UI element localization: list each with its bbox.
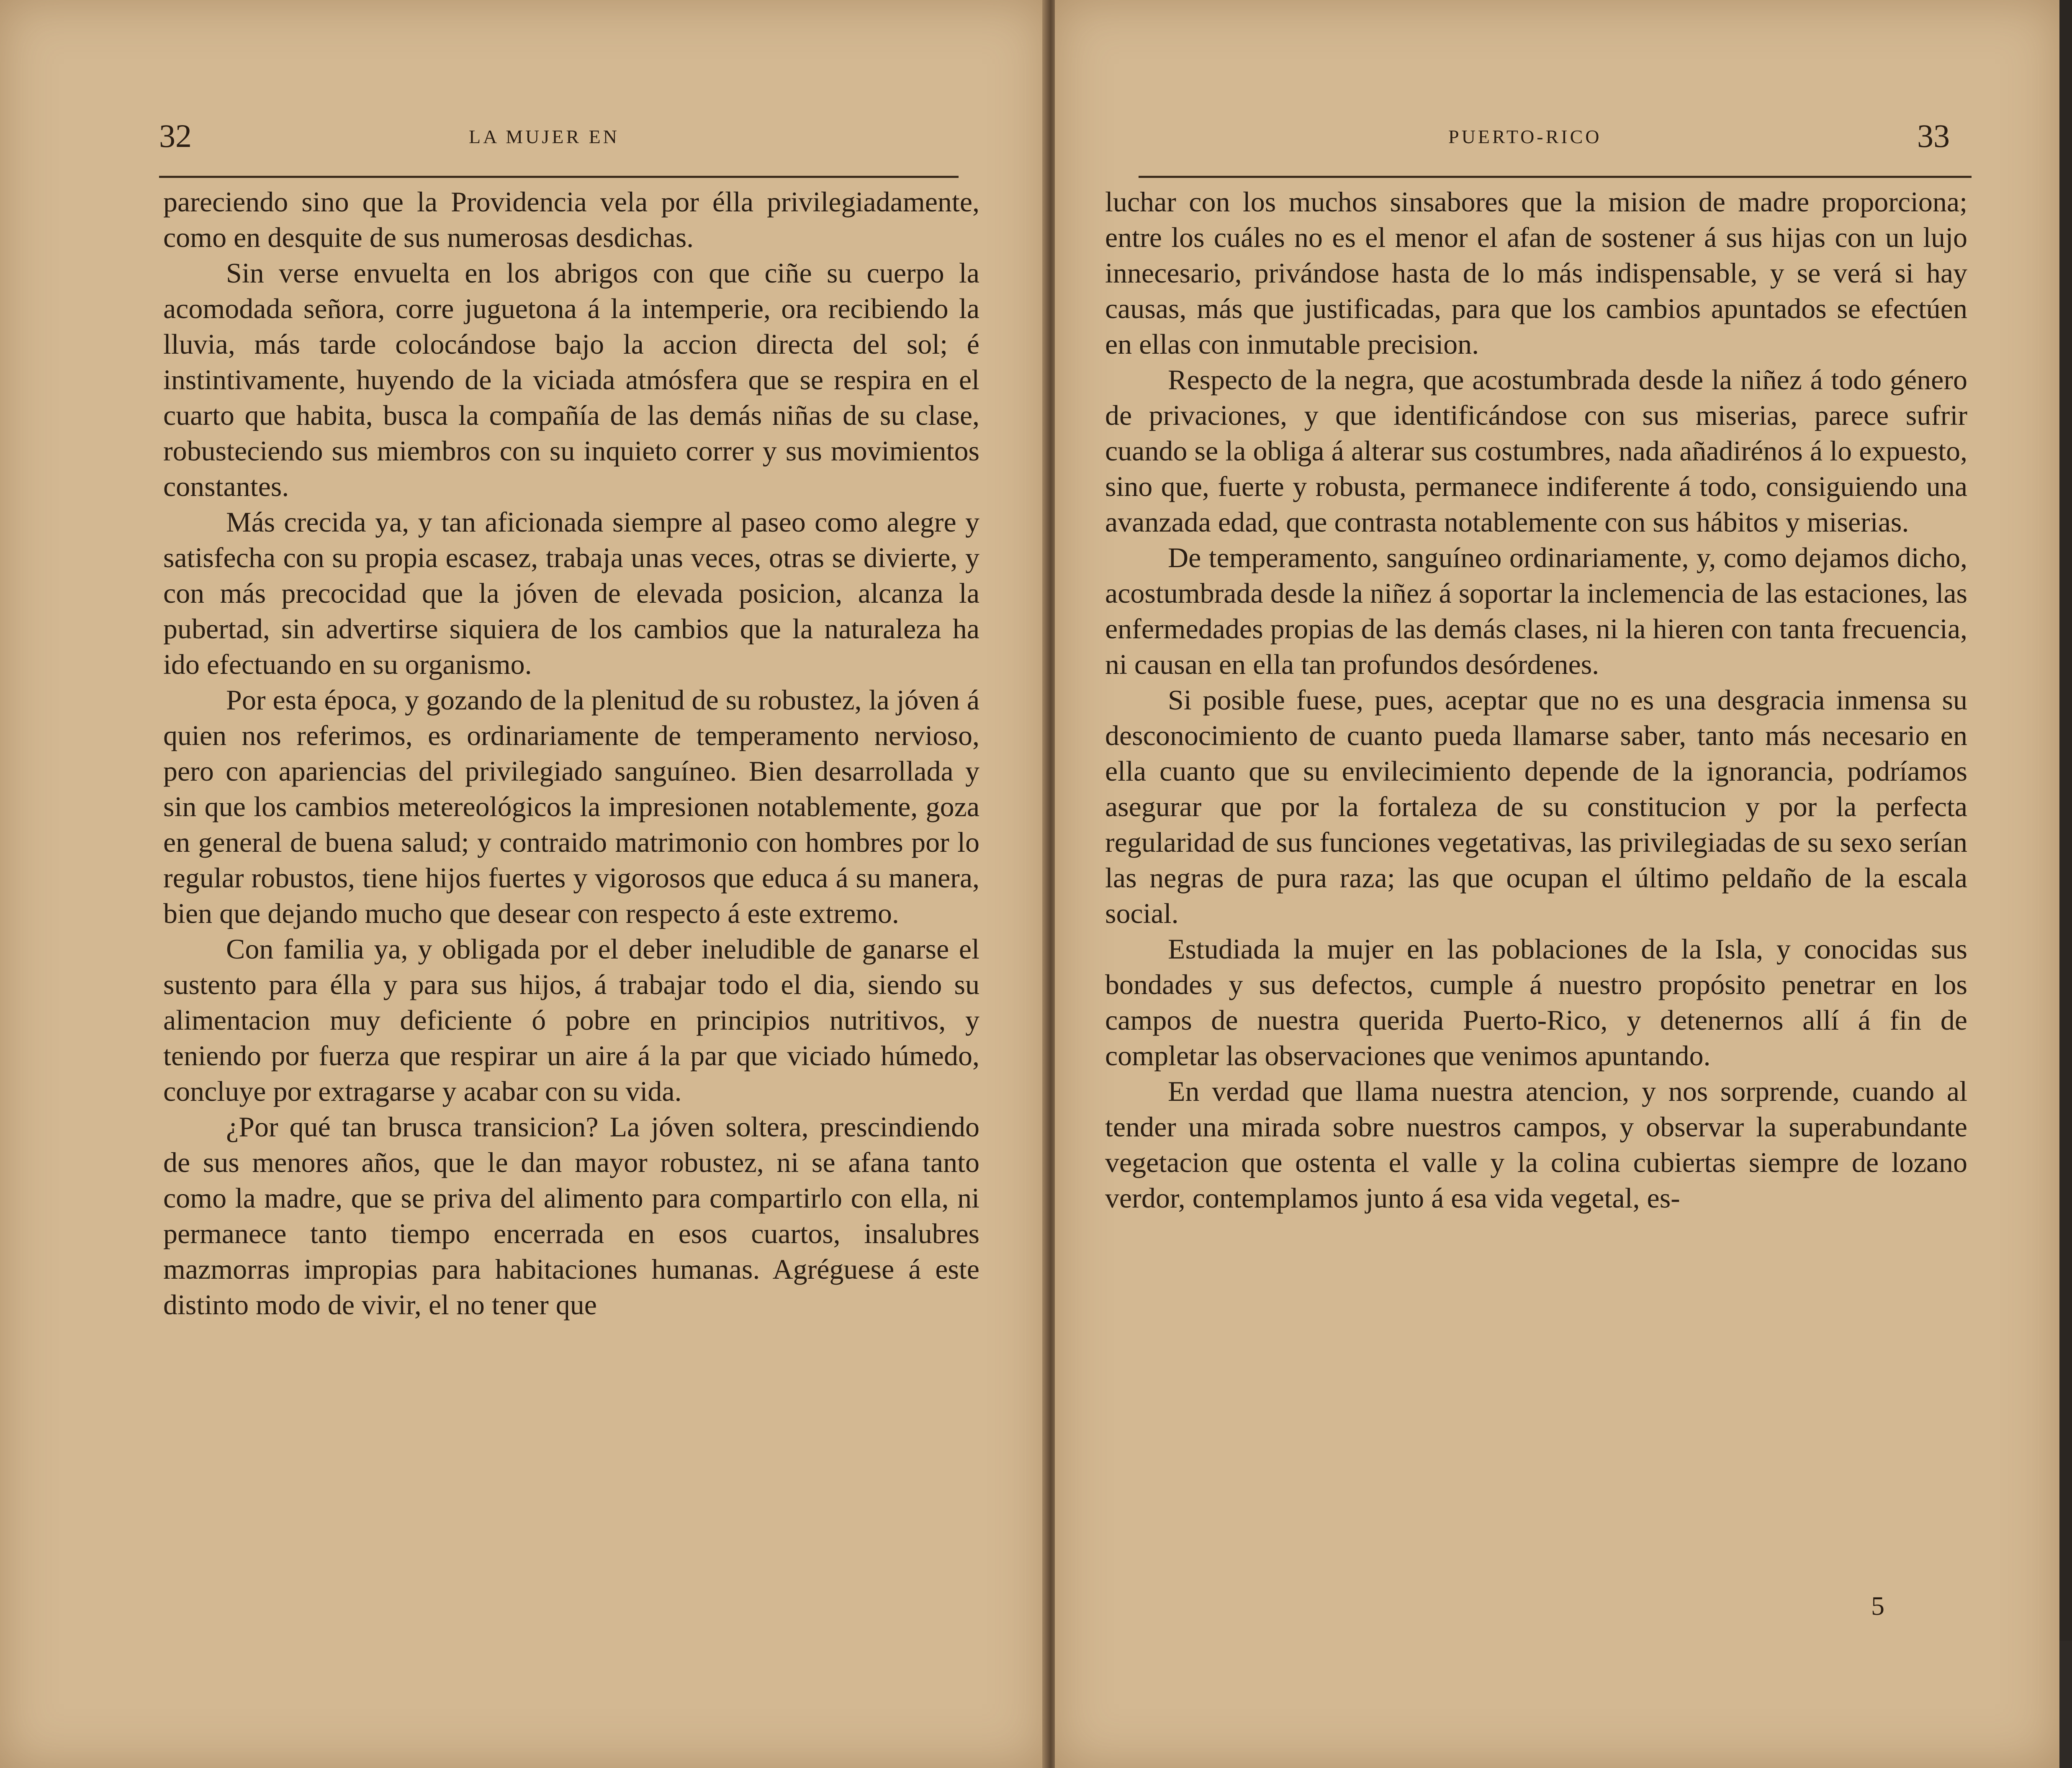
body-text [1105, 184, 1967, 1216]
paragraph: ¿Por qué tan brusca transicion? La jóven soltera, prescindiendo de sus menores años, que le dan mayor robustez, ni se afana tanto como la madre, que se priva del alimento para compartirlo con ella, ni permanece tanto tiempo encerrada en esos cuartos, insalubres mazmorras impropias para habitaciones humanas. Agréguese á este distinto modo de vivir, el no tener que [163, 1111, 979, 1321]
right-page [1055, 0, 2059, 1768]
paragraph: En verdad que llama nuestra atencion, y nos sorprende, cuando al tender una mirada sobre nuestros campos, y observar la superabundante vegetacion que ostenta el valle y la colina cubiertas siempre de lozano verdor, contemplamos junto á esa vida vegetal, es- [1105, 1075, 1967, 1214]
paragraph: luchar con los muchos sinsabores que la mision de madre proporciona; entre los cuáles no es el menor el afan de sostener á sus hijas con un lujo innecesario, privándose hasta de lo más indispensable, y se verá si hay causas, más que justificadas, para que los cambios apuntados se efectúen en ellas con inmutable precision. [1105, 186, 1967, 360]
header-rule [159, 176, 959, 178]
body-text [163, 184, 979, 1323]
paragraph: Más crecida ya, y tan aficionada siempre al paseo como alegre y satisfecha con su propia escasez, trabaja unas veces, otras se divierte, y con más precocidad que la jóven de elevada posicion, alcanza la pubertad, sin advertirse siquiera de los cambios que la naturaleza ha ido efectuando en su organismo. [163, 506, 979, 680]
paragraph: De temperamento, sanguíneo ordinariamente, y, como dejamos dicho, acostumbrada desde la niñez á soportar la inclemencia de las estaciones, las enfermedades propias de las demás clases, ni la hieren con tanta frecuencia, ni causan en ella tan profundos desórdenes. [1105, 542, 1967, 680]
page-number: 32 [159, 118, 192, 154]
header-rule [1139, 176, 1972, 178]
paragraph: Con familia ya, y obligada por el deber ineludible de ganarse el sustento para élla y para sus hijos, á trabajar todo el dia, siendo su alimentacion muy deficiente ó pobre en principios nutritivos, y teniendo por fuerza que respirar un aire á la par que viciado húmedo, concluye por extragarse y acabar con su vida. [163, 933, 979, 1107]
paragraph: Por esta época, y gozando de la plenitud de su robustez, la jóven á quien nos referimos, es ordinariamente de temperamento nervioso, pero con apariencias del privilegiado sanguíneo. Bien desarrollada y sin que los cambios metereológicos la impresionen notablemente, goza en general de buena salud; y contraido matrimonio con hombres por lo regular robustos, tiene hijos fuertes y vigorosos que educa á su manera, bien que dejando mucho que desear con respecto á este extremo. [163, 684, 979, 929]
paragraph: Sin verse envuelta en los abrigos con que ciñe su cuerpo la acomodada señora, corre juguetona á la intemperie, ora recibiendo la lluvia, más tarde colocándose bajo la accion directa del sol; é instintivamente, huyendo de la viciada atmósfera que se respira en el cuarto que habita, busca la compañía de las demás niñas de su clase, robusteciendo sus miembros con su inquieto correr y sus movimientos constantes. [163, 257, 979, 502]
paragraph: Si posible fuese, pues, aceptar que no es una desgracia inmensa su desconocimiento de cuanto pueda llamarse saber, tanto más necesario en ella cuanto que su envilecimiento depende de la ignorancia, podríamos asegurar que por la fortaleza de su constitucion y por la perfecta regularidad de sus funciones vegetativas, las privilegiadas de su sexo serían las negras de pura raza; las que ocupan el último peldaño de la escala social. [1105, 684, 1967, 929]
paragraph: Respecto de la negra, que acostumbrada desde la niñez á todo género de privaciones, y que identificándose con sus miserias, parece sufrir cuando se la obliga á alterar sus costumbres, nada añadirénos á lo expuesto, sino que, fuerte y robusta, permanece indiferente á todo, consiguiendo una avanzada edad, que contrasta notablemente con sus hábitos y miserias. [1105, 364, 1967, 538]
signature-mark: 5 [1871, 1591, 1884, 1621]
running-head: PUERTO-RICO [1448, 126, 1602, 147]
running-head: LA MUJER EN [469, 126, 620, 147]
paragraph: Estudiada la mujer en las poblaciones de la Isla, y conocidas sus bondades y sus defectos, cumple á nuestro propósito penetrar en los campos de nuestra querida Puerto-Rico, y detenernos allí á fin de completar las observaciones que venimos apuntando. [1105, 933, 1967, 1072]
paragraph: pareciendo sino que la Providencia vela por élla privilegiadamente, como en desquite de sus numerosas desdichas. [163, 186, 979, 253]
page-number: 33 [1917, 118, 1950, 154]
